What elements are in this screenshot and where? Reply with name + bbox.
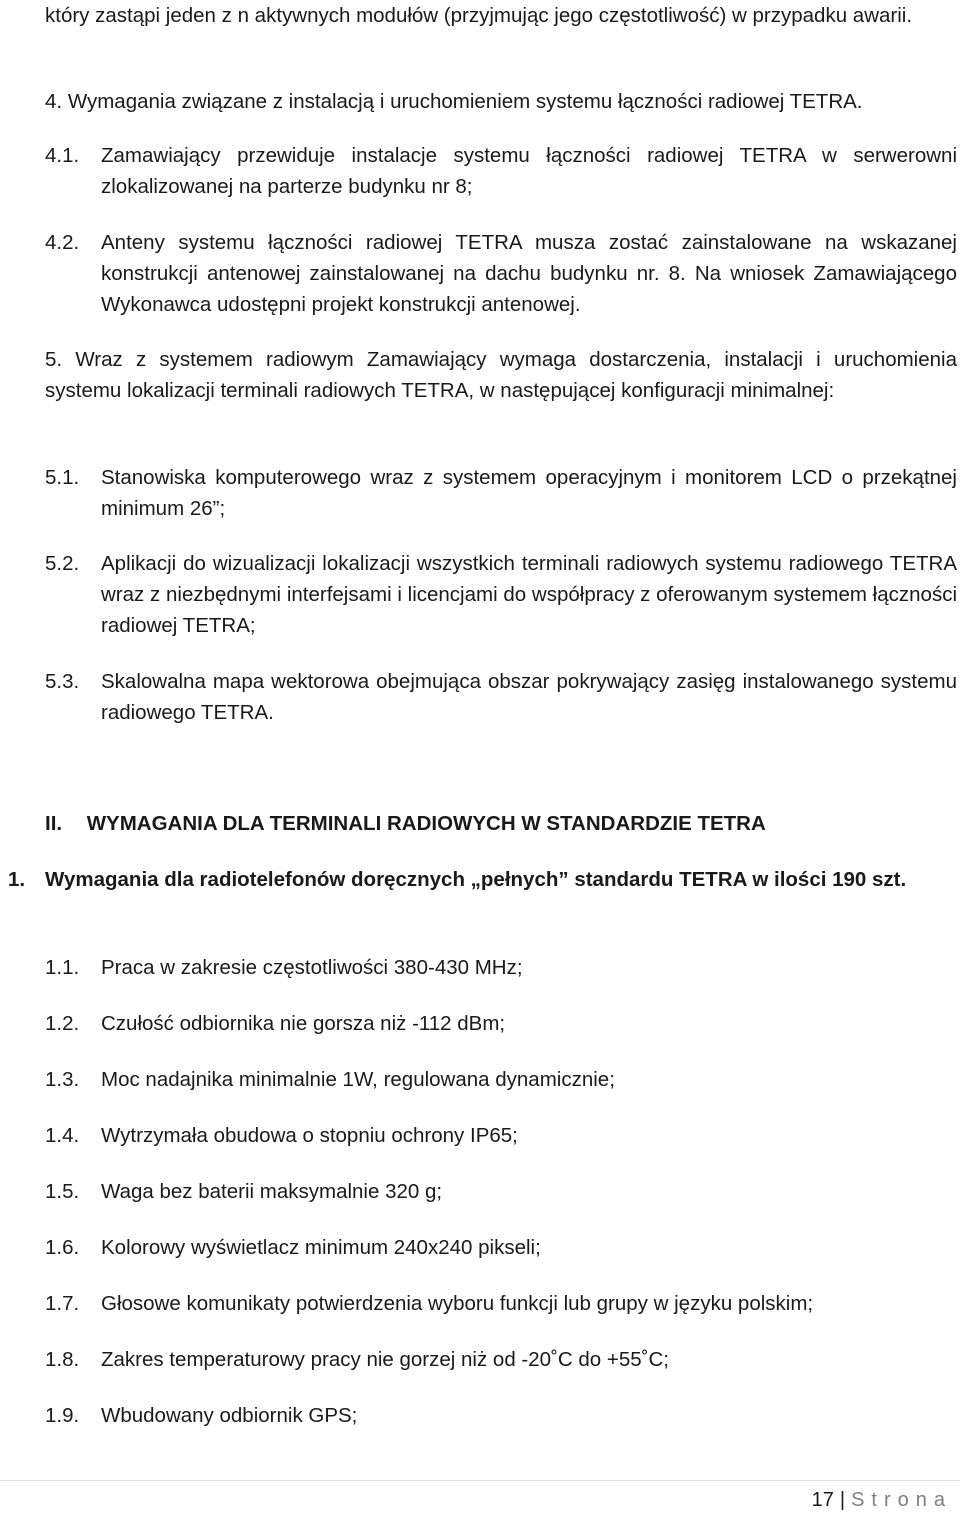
list-item-number: 1.8. <box>45 1348 80 1371</box>
list-item <box>45 1064 957 1095</box>
list-item <box>45 1120 957 1151</box>
page-number: 17 <box>811 1489 834 1511</box>
list-item-text: Wbudowany odbiornik GPS; <box>101 1404 358 1427</box>
list-item-text: Zakres temperaturowy pracy nie gorzej niż od -20˚C do +55˚C; <box>101 1348 669 1371</box>
paragraph-5-1 <box>45 462 957 524</box>
section-1-heading <box>8 864 957 895</box>
list-item-number: 1.4. <box>45 1124 80 1147</box>
paragraph-5-2-text: Aplikacji do wizualizacji lokalizacji wszystkich terminali radiowych systemu radiowego TETRA wraz z niezbędnymi interfejsami i licencjami do współpracy z oferowanym systemem łączności radiowej TETRA; <box>101 552 957 637</box>
paragraph-5-1-number: 5.1. <box>45 466 80 489</box>
list-item-number: 1.5. <box>45 1180 80 1203</box>
list-item-text: Praca w zakresie częstotliwości 380-430 MHz; <box>101 956 523 979</box>
list-item <box>45 952 957 983</box>
list-item <box>45 1232 957 1263</box>
intro-paragraph <box>45 0 957 31</box>
list-item-text: Głosowe komunikaty potwierdzenia wyboru funkcji lub grupy w języku polskim; <box>101 1292 814 1315</box>
paragraph-4-text: Wymagania związane z instalacją i uruchomieniem systemu łączności radiowej TETRA. <box>67 90 863 113</box>
section-ii-heading <box>45 808 766 839</box>
list-item-number: 1.9. <box>45 1404 80 1427</box>
paragraph-5-3 <box>45 666 957 728</box>
paragraph-4 <box>45 86 957 117</box>
paragraph-5-3-text: Skalowalna mapa wektorowa obejmująca obszar pokrywający zasięg instalowanego systemu radiowego TETRA. <box>101 670 957 724</box>
list-item <box>45 1008 957 1039</box>
paragraph-4-2-text: Anteny systemu łączności radiowej TETRA musza zostać zainstalowane na wskazanej konstrukcji antenowej zainstalowanej na dachu budynku nr. 8. Na wniosek Zamawiającego Wykonawca udostępni projekt konstrukcji antenowej. <box>101 231 957 316</box>
paragraph-5-3-number: 5.3. <box>45 670 80 693</box>
paragraph-4-1 <box>45 140 957 202</box>
paragraph-4-1-number: 4.1. <box>45 144 80 167</box>
intro-text: który zastąpi jeden z n aktywnych modułów (przyjmując jego częstotliwość) w przypadku awarii. <box>45 4 913 27</box>
section-ii-number: II. <box>45 812 63 835</box>
list-item-text: Kolorowy wyświetlacz minimum 240x240 pikseli; <box>101 1236 541 1259</box>
section-ii-title: WYMAGANIA DLA TERMINALI RADIOWYCH W STANDARDZIE TETRA <box>86 812 766 835</box>
list-item <box>45 1288 957 1319</box>
page-footer <box>812 1485 952 1516</box>
paragraph-5-1-text: Stanowiska komputerowego wraz z systemem operacyjnym i monitorem LCD o przekątnej minimum 26”; <box>101 466 957 520</box>
list-item-text: Wytrzymała obudowa o stopniu ochrony IP65; <box>101 1124 518 1147</box>
list-item-number: 1.2. <box>45 1012 80 1035</box>
list-item <box>45 1400 957 1431</box>
footer-divider <box>0 1480 960 1481</box>
paragraph-4-2-number: 4.2. <box>45 231 80 254</box>
paragraph-5-number: 5. <box>45 348 63 371</box>
paragraph-5-text: Wraz z systemem radiowym Zamawiający wymaga dostarczenia, instalacji i uruchomienia systemu lokalizacji terminali radiowych TETRA, w następującej konfiguracji minimalnej: <box>45 348 957 402</box>
paragraph-4-2 <box>45 227 957 320</box>
list-item-number: 1.6. <box>45 1236 80 1259</box>
list-item-text: Moc nadajnika minimalnie 1W, regulowana dynamicznie; <box>101 1068 615 1091</box>
paragraph-5 <box>45 344 957 406</box>
list-item-text: Waga bez baterii maksymalnie 320 g; <box>101 1180 443 1203</box>
paragraph-4-1-text: Zamawiający przewiduje instalacje systemu łączności radiowej TETRA w serwerowni zlokalizowanej na parterze budynku nr 8; <box>101 144 957 198</box>
paragraph-4-number: 4. <box>45 90 63 113</box>
section-1-title: Wymagania dla radiotelefonów doręcznych „pełnych” standardu TETRA w ilości 190 szt. <box>45 868 907 891</box>
paragraph-5-2 <box>45 548 957 641</box>
paragraph-5-2-number: 5.2. <box>45 552 80 575</box>
footer-separator: | <box>839 1489 846 1511</box>
list-item-number: 1.7. <box>45 1292 80 1315</box>
list-item-number: 1.1. <box>45 956 80 979</box>
page-label: Strona <box>851 1489 952 1511</box>
list-item <box>45 1344 957 1375</box>
list-item-number: 1.3. <box>45 1068 80 1091</box>
list-item-text: Czułość odbiornika nie gorsza niż -112 dBm; <box>101 1012 506 1035</box>
section-1-number: 1. <box>8 868 26 891</box>
list-item <box>45 1176 957 1207</box>
